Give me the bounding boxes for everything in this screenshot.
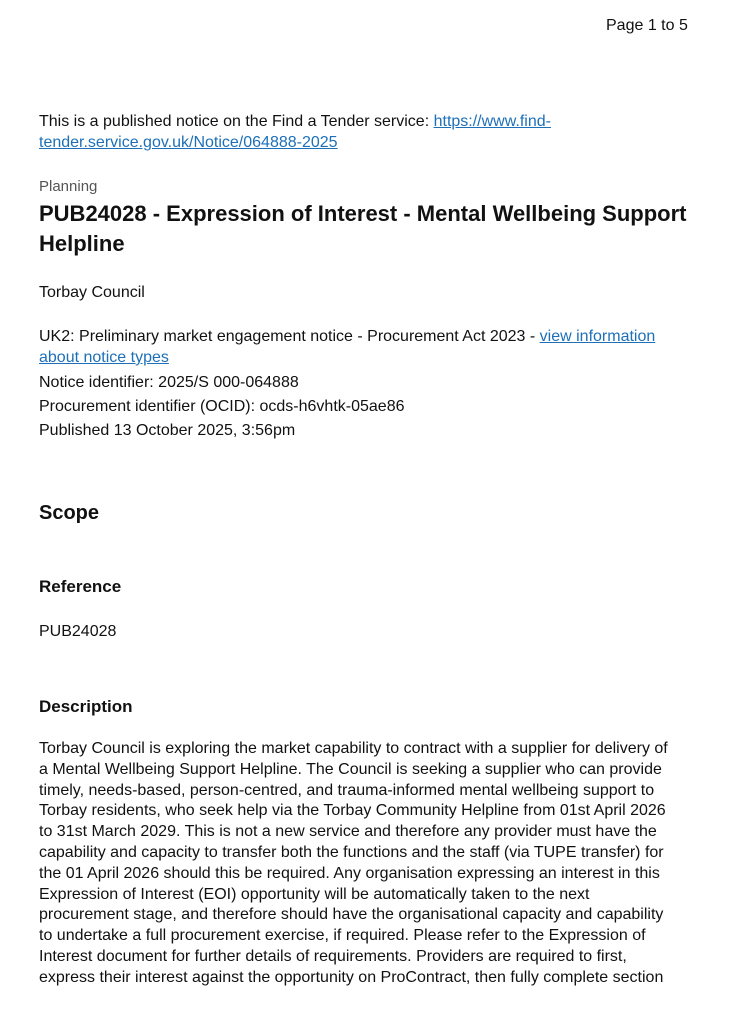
reference-heading: Reference (39, 577, 122, 596)
reference-value: PUB24028 (39, 623, 117, 640)
intro-paragraph (39, 111, 599, 153)
notice-url-link[interactable]: https://www.find-tender.service.gov.uk/Notice/064888-2025 (39, 113, 551, 151)
description-text: Torbay Council is exploring the market capability to contract with a supplier for delivery of a Mental Wellbeing Support Helpline. The Council is seeking a supplier who can provide timely, needs-based, person-centred, and trauma-informed mental wellbeing support to Torbay residents, who seek help via the Torbay Community Helpline from 01st April 2026 to 31st March 2029. This is not a new service and therefore any provider must have the capability and capacity to transfer both the functions and the staff (via TUPE transfer) for the 01 April 2026 should this be required. Any organisation expressing an interest in this Expression of Interest (EOI) opportunity will be automatically taken to the next procurement stage, and therefore should have the organisational capacity and capability to undertake a full procurement exercise, if required. Please refer to the Expression of Interest document for further details of requirements. Providers are required to first, express their interest against the opportunity on ProContract, then fully complete section (39, 740, 668, 986)
scope-heading: Scope (39, 502, 100, 524)
notice-identifier: Notice identifier: 2025/S 000-064888 (39, 374, 299, 391)
notice-types-info-link[interactable]: view information about notice types (39, 328, 656, 366)
organisation-name: Torbay Council (39, 284, 145, 301)
published-date: Published 13 October 2025, 3:56pm (39, 422, 296, 439)
procurement-identifier: Procurement identifier (OCID): ocds-h6vhtk-05ae86 (39, 398, 405, 415)
notice-title: PUB24028 - Expression of Interest - Mental Wellbeing Support Helpline (39, 201, 687, 256)
page-indicator: Page 1 to 5 (606, 17, 688, 34)
notice-type-text: UK2: Preliminary market engagement notice - Procurement Act 2023 - (39, 328, 540, 345)
intro-text: This is a published notice on the Find a Tender service: (39, 113, 434, 130)
notice-caption: Planning (39, 178, 98, 195)
description-heading: Description (39, 697, 133, 716)
notice-type (39, 326, 699, 368)
